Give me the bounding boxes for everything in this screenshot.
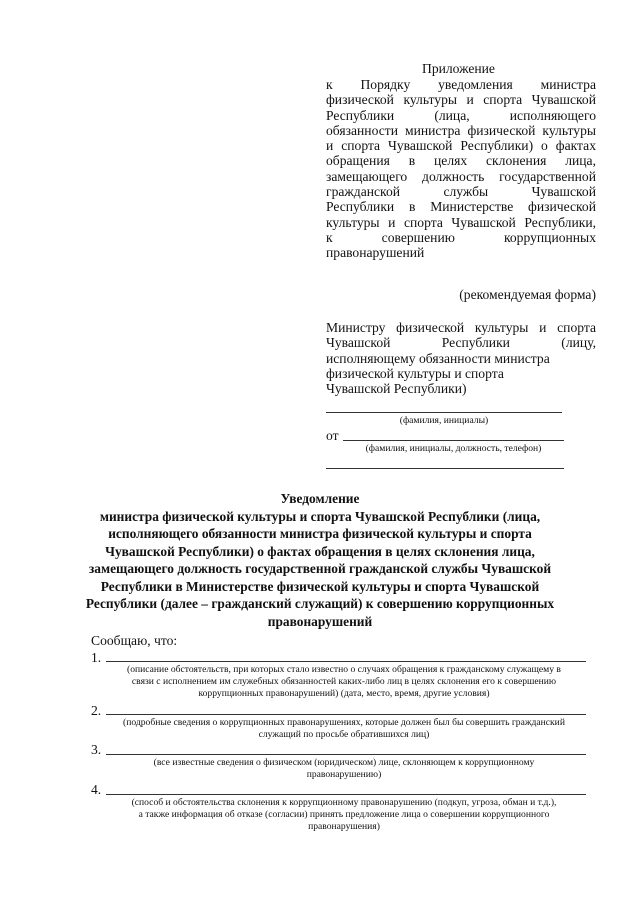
appendix-line: обращения в целях склонения лица, <box>326 153 596 169</box>
hint-line: правонарушения) <box>308 821 380 832</box>
addressee-line: Чувашской Республики (лицу, <box>326 335 596 351</box>
hint-line: (описание обстоятельств, при которых стало известно о случаях обращения к гражданскому служащему в <box>127 664 561 675</box>
appendix-title: Приложение <box>422 61 495 76</box>
appendix-line: культуры и спорта Чувашской Республики, <box>326 214 596 230</box>
addressee-line: физической культуры и спорта <box>326 365 504 381</box>
hint-line: а также информация об отказе (согласии) принять предложение лица о совершении коррупционного <box>138 809 550 820</box>
sender-field[interactable] <box>343 440 564 441</box>
notice-heading: Уведомление <box>280 491 360 506</box>
hint-line: (способ и обстоятельства склонения к коррупционному правонарушению (подкуп, угроза, обман и т.д.), <box>131 797 557 808</box>
appendix-text <box>326 77 596 261</box>
hint-line: коррупционных правонарушений) (дата, место, время, другие условия) <box>198 688 490 699</box>
item-3-field[interactable] <box>106 754 586 755</box>
item-3-hint <box>91 757 597 781</box>
appendix-line: к совершению коррупционных <box>326 229 596 245</box>
hint-line: служащий по просьбе обратившихся лиц) <box>258 729 430 740</box>
addressee-line: исполняющему обязанности министра <box>326 350 550 366</box>
addressee-name-hint: (фамилия, инициалы) <box>399 415 489 426</box>
notice-line: Республики (далее – гражданский служащий) к совершению коррупционных <box>85 596 555 611</box>
appendix-line: физической культуры и спорта Чувашской <box>326 92 596 108</box>
appendix-line: замещающего должность государственной <box>326 168 596 184</box>
appendix-line: гражданской службы Чувашской <box>326 184 596 200</box>
addressee-text <box>326 320 596 396</box>
addressee-line: Чувашской Республики) <box>326 381 467 397</box>
hint-line: правонарушению) <box>306 769 382 780</box>
appendix-line: Республики в Министерстве физической <box>326 199 596 215</box>
notice-line: министра физической культуры и спорта Чувашской Республики (лица, <box>99 508 541 524</box>
notice-line: замещающего должность государственной гражданской службы Чувашской <box>88 561 552 576</box>
notice-line: исполняющего обязанности министра физической культуры и спорта <box>108 526 532 541</box>
item-number: 1. <box>91 650 102 665</box>
appendix-line: правонарушений <box>326 245 425 261</box>
addressee-name-field[interactable] <box>326 412 562 413</box>
appendix-line: к Порядку уведомления министра <box>326 77 596 92</box>
item-1-field[interactable] <box>106 661 586 662</box>
appendix-line: Республики (лица, исполняющего <box>326 107 596 123</box>
signature-field[interactable] <box>326 468 564 469</box>
from-label: от <box>326 428 339 443</box>
notice-line: правонарушений <box>267 613 373 629</box>
intro-text: Сообщаю, что: <box>91 633 178 648</box>
item-4-hint <box>91 797 597 833</box>
item-number: 2. <box>91 703 102 718</box>
addressee-line: Министру физической культуры и спорта <box>326 320 596 335</box>
hint-line: (подробные сведения о коррупционных правонарушениях, которые должен был бы совершить гражданский <box>123 717 565 728</box>
recommended-form-label: (рекомендуемая форма) <box>459 287 596 302</box>
hint-line: (все известные сведения о физическом (юридическом) лице, склоняющем к коррупционному <box>153 757 535 768</box>
item-4-field[interactable] <box>106 794 586 795</box>
item-number: 3. <box>91 742 102 757</box>
sender-hint: (фамилия, инициалы, должность, телефон) <box>365 443 542 454</box>
hint-line: связи с исполнением им служебных обязанностей каких-либо лиц в целях склонения его к совершению <box>131 676 557 687</box>
appendix-line: и спорта Чувашской Республики) о фактах <box>326 138 596 154</box>
appendix-line: обязанности министра физической культуры <box>326 122 596 138</box>
notice-heading-block <box>60 490 580 630</box>
item-2-field[interactable] <box>106 714 586 715</box>
notice-line: Чувашской Республики) о фактах обращения в целях склонения лица, <box>105 543 535 559</box>
item-2-hint <box>91 717 597 741</box>
notice-line: Республики в Министерстве физической культуры и спорта Чувашской <box>100 578 540 594</box>
item-1-hint <box>91 664 597 700</box>
item-number: 4. <box>91 782 102 797</box>
